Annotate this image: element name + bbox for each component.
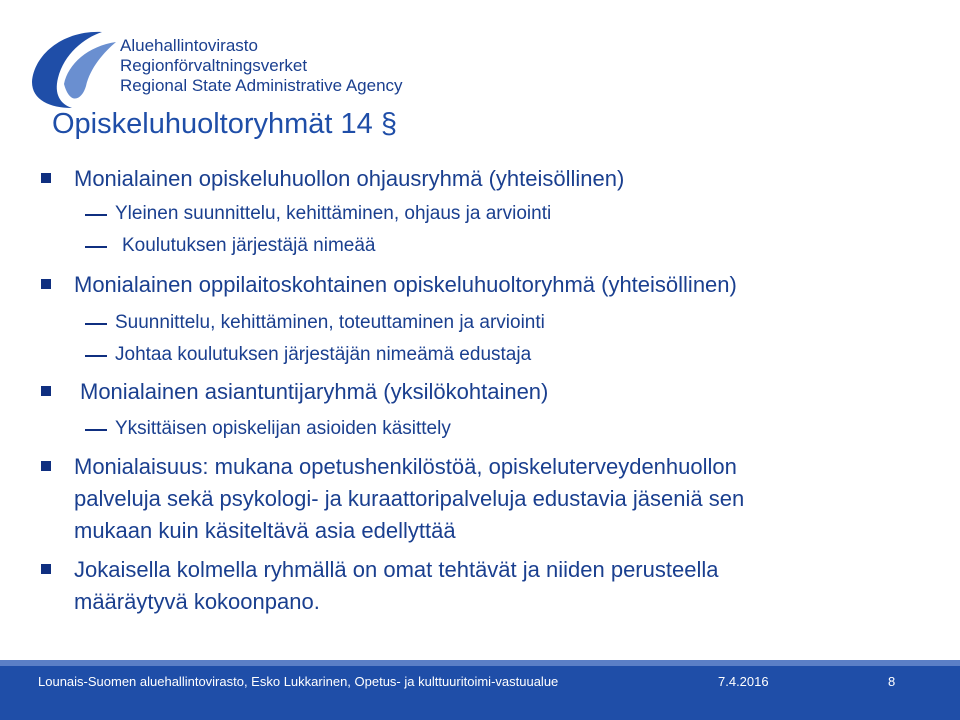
bullet-square-icon: [41, 564, 51, 574]
org-name-sv: Regionförvaltningsverket: [120, 56, 308, 75]
dash-icon: [85, 323, 107, 325]
list-item: [74, 166, 624, 192]
agency-logo: [24, 24, 124, 110]
bullet-text: Monialainen opiskeluhuollon ohjausryhmä (yhteisöllinen): [74, 166, 625, 191]
sub-item-text: Yksittäisen opiskelijan asioiden käsittely: [115, 418, 451, 439]
footer-accent-band: [0, 660, 960, 666]
footer-text: Lounais-Suomen aluehallintovirasto, Esko Lukkarinen, Opetus- ja kulttuuritoimi-vastuualue: [38, 674, 559, 689]
sub-item: [115, 312, 545, 334]
sub-item: [122, 235, 376, 257]
bullet-continuation: [74, 486, 744, 512]
list-item: [80, 379, 548, 405]
bullet-square-icon: [41, 461, 51, 471]
dash-icon: [85, 355, 107, 357]
sub-item-text: Koulutuksen järjestäjä nimeää: [122, 235, 376, 256]
footer-bar: [0, 660, 960, 720]
org-name-fi: Aluehallintovirasto: [120, 36, 258, 55]
bullet-text-line: mukaan kuin käsiteltävä asia edellyttää: [74, 518, 456, 543]
list-item: [74, 272, 737, 298]
organization-name: [120, 36, 403, 96]
bullet-text-line: palveluja sekä psykologi- ja kuraattoripalveluja edustavia jäseniä sen: [74, 486, 745, 511]
bullet-text: Monialainen asiantuntijaryhmä (yksilökohtainen): [80, 379, 549, 404]
dash-icon: [85, 214, 107, 216]
sub-item-text: Johtaa koulutuksen järjestäjän nimeämä edustaja: [115, 344, 532, 365]
sub-item-text: Suunnittelu, kehittäminen, toteuttaminen ja arviointi: [115, 312, 545, 333]
sub-item: [115, 203, 551, 225]
bullet-continuation: [74, 589, 320, 615]
dash-icon: [85, 246, 107, 248]
sub-item: [115, 344, 531, 366]
slide-title: Opiskeluhuoltoryhmät 14 §: [52, 108, 397, 140]
sub-item-text: Yleinen suunnittelu, kehittäminen, ohjaus ja arviointi: [115, 203, 552, 224]
bullet-text-line: Monialaisuus: mukana opetushenkilöstöä, opiskeluterveydenhuollon: [74, 454, 737, 479]
sub-item: [115, 418, 451, 440]
bullet-text: Monialainen oppilaitoskohtainen opiskeluhuoltoryhmä (yhteisöllinen): [74, 272, 737, 297]
bullet-square-icon: [41, 279, 51, 289]
bullet-text-line: määräytyvä kokoonpano.: [74, 589, 320, 614]
list-item: [74, 557, 718, 583]
bullet-continuation: [74, 518, 456, 544]
org-name-en: Regional State Administrative Agency: [120, 76, 403, 95]
bullet-square-icon: [41, 386, 51, 396]
list-item: [74, 454, 737, 480]
page-number: 8: [888, 674, 896, 689]
dash-icon: [85, 429, 107, 431]
bullet-text-line: Jokaisella kolmella ryhmällä on omat tehtävät ja niiden perusteella: [74, 557, 719, 582]
bullet-square-icon: [41, 173, 51, 183]
footer-date: 7.4.2016: [718, 674, 769, 689]
